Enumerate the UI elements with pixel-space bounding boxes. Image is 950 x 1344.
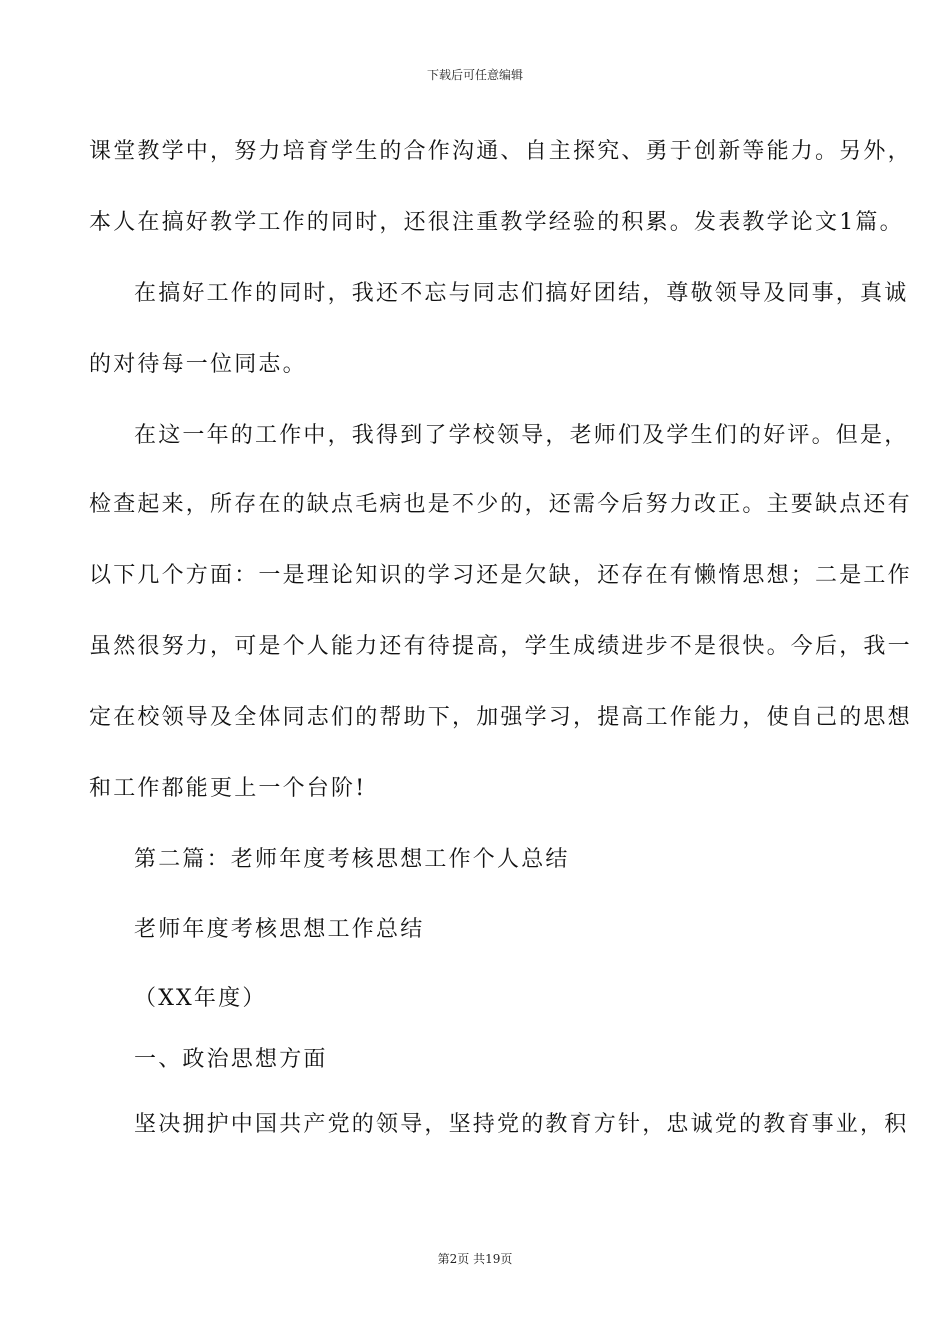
body-line: 在搞好工作的同时，我还不忘与同志们搞好团结，尊敬领导及同事，真诚 <box>134 281 909 306</box>
body-line: 在这一年的工作中，我得到了学校领导，老师们及学生们的好评。但是， <box>134 423 909 448</box>
body-line: 和工作都能更上一个台阶! <box>89 776 367 801</box>
section-heading: 第二篇：老师年度考核思想工作个人总结 <box>134 847 570 872</box>
document-year: （XX年度） <box>134 986 267 1011</box>
body-line: 定在校领导及全体同志们的帮助下，加强学习，提高工作能力，使自己的思想 <box>89 705 912 730</box>
body-line: 本人在搞好教学工作的同时，还很注重教学经验的积累。发表教学论文1篇。 <box>89 210 904 235</box>
subsection-heading: 一、政治思想方面 <box>134 1047 328 1072</box>
body-line: 课堂教学中，努力培育学生的合作沟通、自主探究、勇于创新等能力。另外， <box>89 139 912 164</box>
body-line: 虽然很努力，可是个人能力还有待提高，学生成绩进步不是很快。今后，我一 <box>89 634 912 659</box>
document-title: 老师年度考核思想工作总结 <box>134 917 425 942</box>
body-line: 以下几个方面：一是理论知识的学习还是欠缺，还存在有懒惰思想；二是工作 <box>89 563 912 588</box>
body-line: 坚决拥护中国共产党的领导，坚持党的教育方针，忠诚党的教育事业，积 <box>134 1112 909 1137</box>
page-number: 第2页 共19页 <box>437 1252 513 1266</box>
page-header: 下载后可任意编辑 <box>426 68 523 82</box>
body-line: 检查起来，所存在的缺点毛病也是不少的，还需今后努力改正。主要缺点还有 <box>89 492 912 517</box>
body-line: 的对待每一位同志。 <box>89 352 307 377</box>
